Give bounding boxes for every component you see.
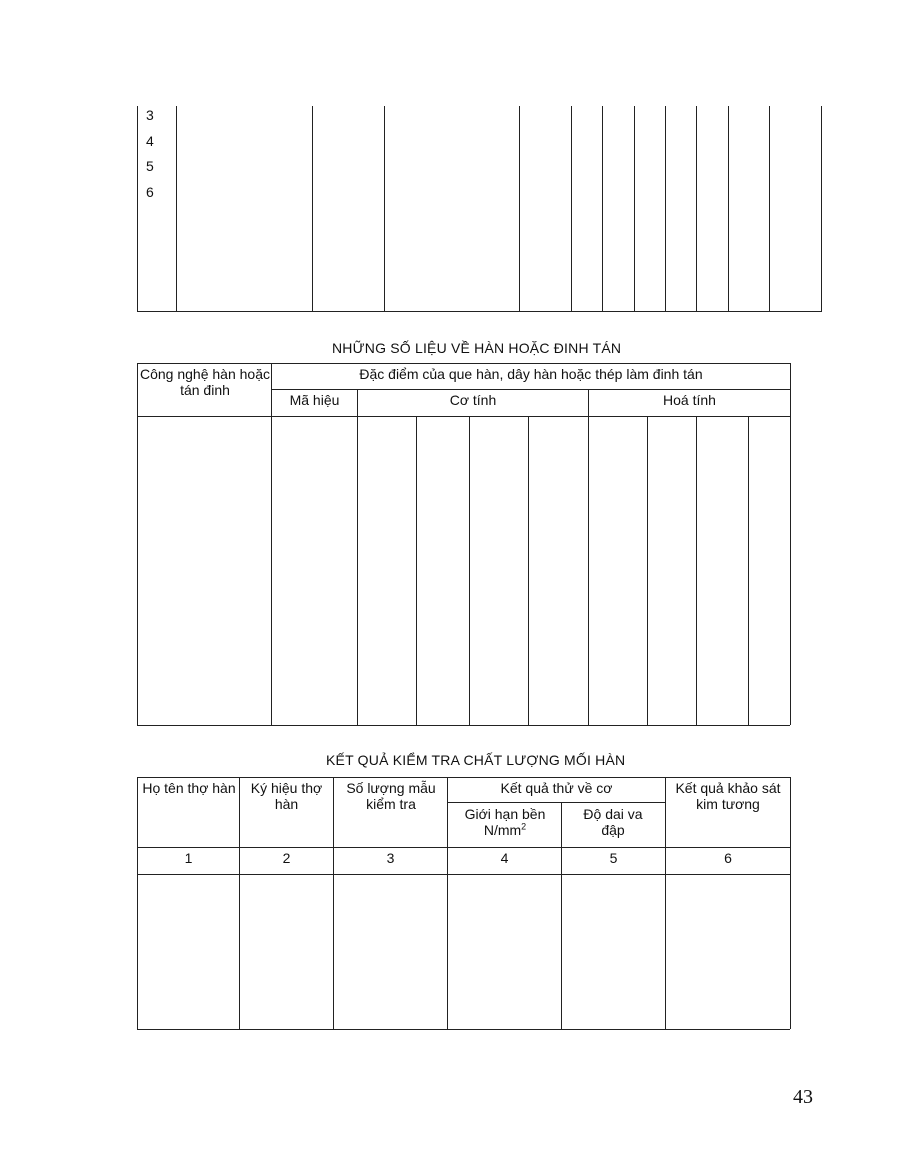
row-number: 5 (146, 158, 154, 174)
header-toughness: Độ dai va đập (583, 806, 643, 838)
header-metallography: Kết quả khảo sát kim tương (675, 780, 781, 812)
column-number: 6 (724, 850, 732, 866)
column-number: 5 (609, 850, 618, 866)
column-number: 2 (282, 850, 291, 866)
header-welder-code: Ký hiệu thợ hàn (250, 780, 323, 812)
header-sample-count: Số lượng mẫu kiểm tra (346, 780, 436, 812)
header-chemical: Hoá tính (663, 392, 716, 408)
header-technology: Công nghệ hàn hoặc tán đinh (140, 366, 270, 398)
header-characteristics: Đặc điểm của que hàn, dây hàn hoặc thép làm đinh tán (359, 366, 703, 382)
column-number: 4 (500, 850, 509, 866)
column-number: 3 (386, 850, 395, 866)
header-mechanical: Cơ tính (449, 392, 497, 408)
header-strength-limit: Giới hạn bền $N/mm^2$ (464, 806, 546, 838)
quality-results-title: KẾT QUẢ KIỂM TRA CHẤT LƯỢNG MỐI HÀN (326, 752, 626, 768)
row-number: 6 (146, 184, 154, 200)
page-number: 43 (793, 1086, 813, 1108)
header-code: Mã hiệu (289, 392, 340, 408)
welding-data-title: NHỮNG SỐ LIỆU VỀ HÀN HOẶC ĐINH TÁN (332, 340, 622, 356)
row-number: 4 (146, 133, 154, 149)
header-welder-name: Họ tên thợ hàn (142, 780, 236, 796)
column-number: 1 (184, 850, 193, 866)
header-mech-results: Kết quả thử về cơ (500, 780, 613, 796)
row-number: 3 (146, 107, 154, 123)
